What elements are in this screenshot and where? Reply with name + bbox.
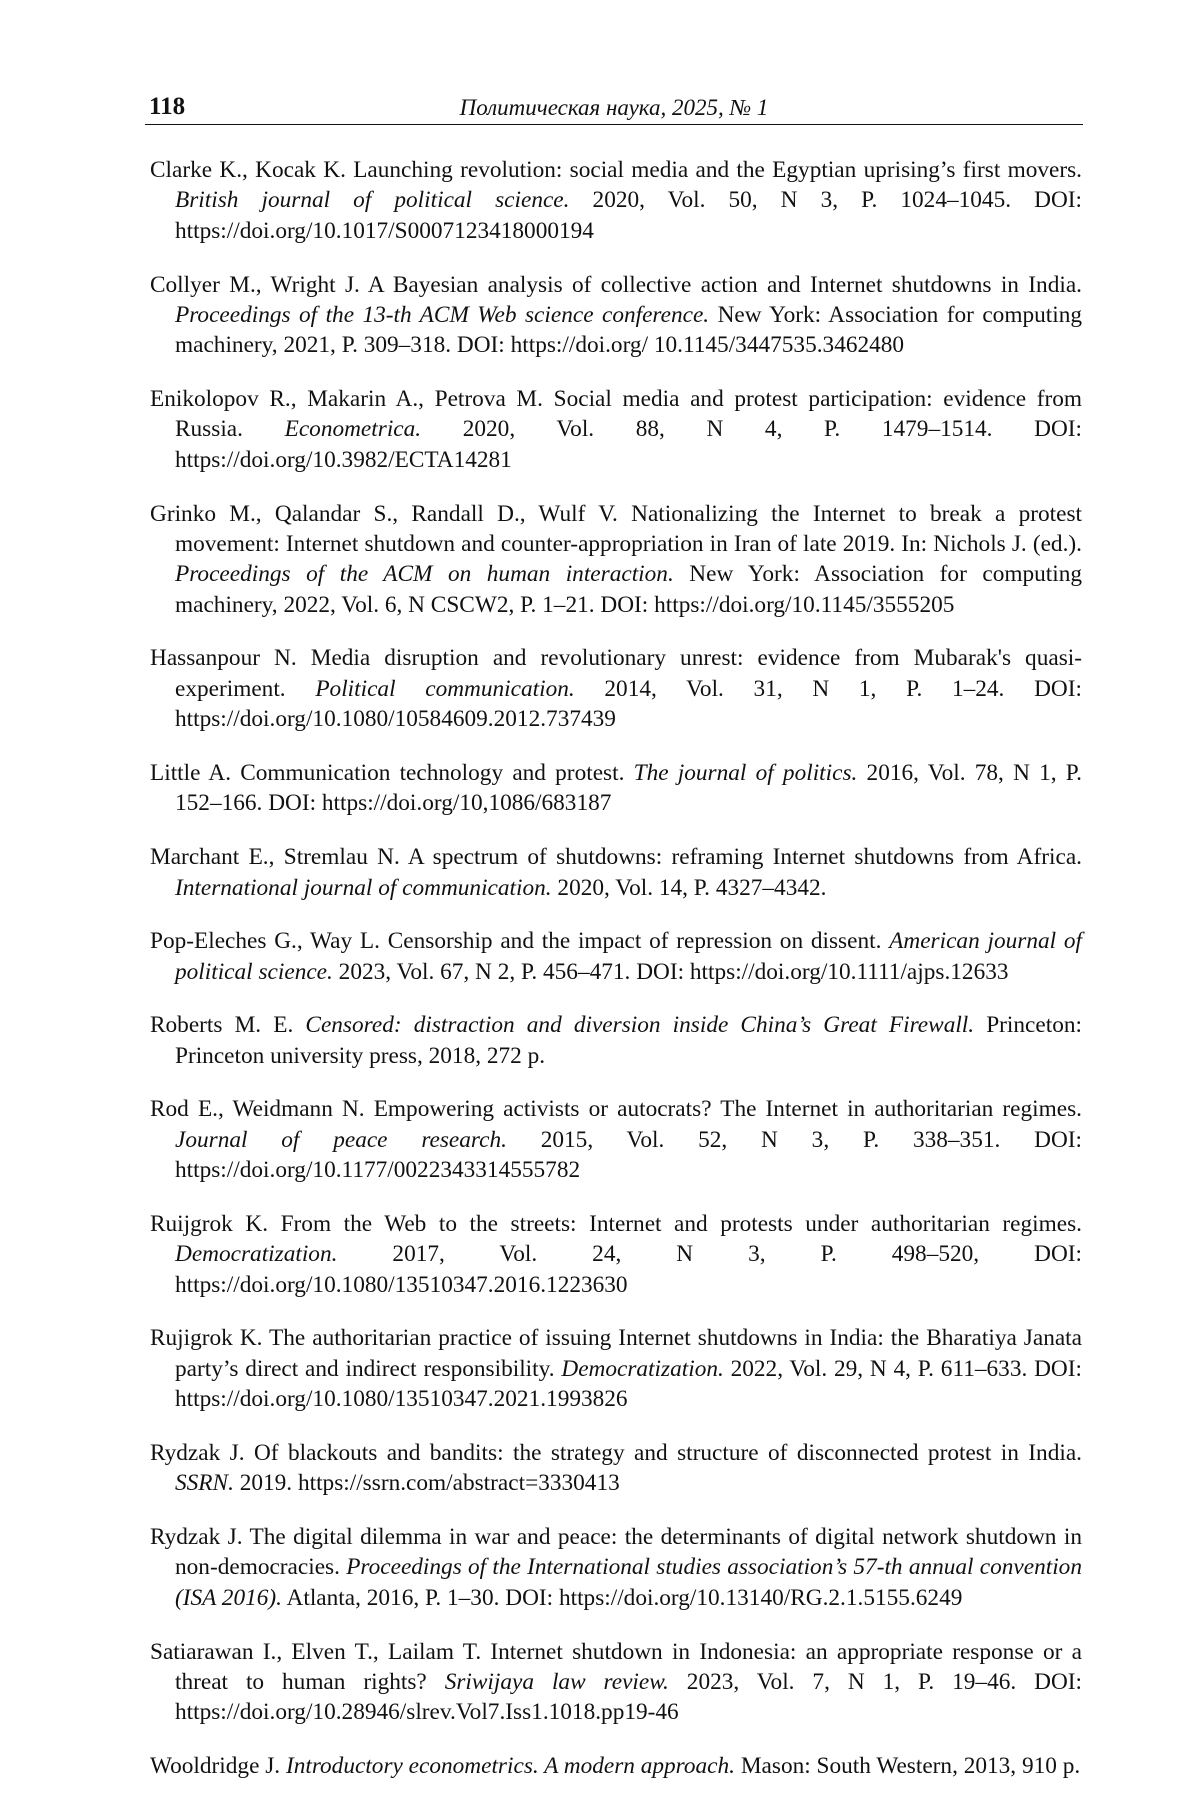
reference-list <box>145 155 1083 1782</box>
reference-source: Democratization. <box>175 1241 338 1268</box>
page <box>145 88 1083 1805</box>
reference-source: The journal of politics. <box>633 759 858 786</box>
reference-source: Democratization. <box>561 1355 724 1382</box>
reference-source: Introductory econometrics. A modern approach. <box>285 1753 735 1780</box>
reference-details: 2020, Vol. 14, P. 4327–4342. <box>551 874 827 901</box>
reference-details: Atlanta, 2016, P. 1–30. DOI: https://doi.org/10.13140/RG.2.1.5155.6249 <box>281 1584 963 1611</box>
reference-entry <box>150 1209 1082 1300</box>
reference-details: 2019. https://ssrn.com/abstract=3330413 <box>233 1470 620 1497</box>
reference-source: British journal of political science. <box>175 187 570 214</box>
reference-entry <box>150 1323 1082 1414</box>
reference-entry <box>150 155 1082 246</box>
reference-details: New York: Association for computing machinery, 2022, Vol. 6, N CSCW2, P. 1–21. DOI: https://doi.org/10.1145/3555205 <box>175 561 1082 618</box>
reference-entry <box>150 270 1082 361</box>
reference-details: 2020, Vol. 88, N 4, P. 1479–1514. DOI: https://doi.org/10.3982/ECTA14281 <box>175 416 1083 473</box>
reference-details: 2015, Vol. 52, N 3, P. 338–351. DOI: https://doi.org/10.1177/0022343314555782 <box>175 1126 1082 1184</box>
reference-text: Pop-Eleches G., Way L. Censorship and the impact of repression on dissent. <box>150 928 890 955</box>
reference-text: Roberts M. E. <box>150 1012 306 1039</box>
reference-text: Little A. Communication technology and protest. <box>150 759 634 786</box>
reference-entry <box>150 1522 1082 1613</box>
reference-details: 2016, Vol. 78, N 1, P. 152–166. DOI: https://doi.org/10,1086/683187 <box>175 759 1082 817</box>
reference-text: Rydzak J. The digital dilemma in war and peace: the determinants of digital network shutdown in non-democracies. <box>150 1524 1082 1581</box>
reference-text: Enikolopov R., Makarin A., Petrova M. Social media and protest participation: evidence from Russia. <box>150 386 1082 443</box>
reference-text: Ruijgrok K. From the Web to the streets: Internet and protests under authoritarian regimes. <box>150 1210 1082 1237</box>
reference-source: SSRN. <box>175 1470 234 1497</box>
reference-entry <box>150 384 1082 475</box>
reference-details: 2022, Vol. 29, N 4, P. 611–633. DOI: https://doi.org/10.1080/13510347.2021.1993826 <box>175 1355 1082 1413</box>
running-title: Политическая наука, 2025, № 1 <box>459 95 769 120</box>
reference-source: Sriwijaya law review. <box>444 1669 669 1695</box>
reference-source: International journal of communication. <box>175 874 552 901</box>
reference-text: Satiarawan I., Elven T., Lailam T. Internet shutdown in Indonesia: an appropriate response or a threat to human rights? <box>150 1638 1082 1695</box>
reference-source: American journal of political science. <box>175 928 1082 985</box>
reference-details: Princeton: Princeton university press, 2018, 272 p. <box>175 1012 1082 1069</box>
reference-text: Wooldridge J. <box>150 1753 286 1780</box>
reference-source: Econometrica. <box>284 416 422 443</box>
reference-text: Collyer M., Wright J. A Bayesian analysis of collective action and Internet shutdowns in India. <box>150 271 1082 298</box>
reference-details: 2023, Vol. 7, N 1, P. 19–46. DOI: https://doi.org/10.28946/slrev.Vol7.Iss1.1018.pp19-46 <box>175 1669 1083 1726</box>
reference-entry <box>150 499 1082 621</box>
reference-details: 2017, Vol. 24, N 3, P. 498–520, DOI: https://doi.org/10.1080/13510347.2016.1223630 <box>175 1241 1082 1298</box>
reference-source: Journal of peace research. <box>175 1126 507 1153</box>
reference-text: Rujigrok K. The authoritarian practice of issuing Internet shutdowns in India: the Bharatiya Janata party’s direct and indirect responsibility. <box>150 1325 1082 1382</box>
reference-details: New York: Association for computing machinery, 2021, P. 309–318. DOI: https://doi.org/ 10.1145/3447535.3462480 <box>175 301 1082 359</box>
reference-entry <box>150 1094 1082 1185</box>
reference-source: Proceedings of the 13-th ACM Web science conference. <box>175 301 710 328</box>
reference-text: Rydzak J. Of blackouts and bandits: the strategy and structure of disconnected protest in India. <box>150 1439 1082 1466</box>
reference-details: 2023, Vol. 67, N 2, P. 456–471. DOI: https://doi.org/10.1111/ajps.12633 <box>332 958 1009 985</box>
reference-details: 2014, Vol. 31, N 1, P. 1–24. DOI: https://doi.org/10.1080/10584609.2012.737439 <box>175 675 1082 733</box>
reference-text: Marchant E., Stremlau N. A spectrum of shutdowns: reframing Internet shutdowns from Africa. <box>150 844 1082 871</box>
reference-entry <box>150 1010 1082 1071</box>
reference-source: Proceedings of the International studies association’s 57-th annual convention (ISA 2016). <box>175 1554 1082 1611</box>
reference-text: Grinko M., Qalandar S., Randall D., Wulf V. Nationalizing the Internet to break a protest movement: Internet shutdown and counter-appropriation in Iran of late 2019. In: Nichols J. (ed.). <box>150 500 1082 557</box>
reference-entry <box>150 1637 1082 1728</box>
reference-entry <box>150 926 1082 987</box>
reference-entry <box>150 1751 1082 1781</box>
reference-details: Mason: South Western, 2013, 910 p. <box>735 1753 1081 1780</box>
page-number: 118 <box>149 93 186 120</box>
reference-entry <box>150 643 1082 734</box>
reference-entry <box>150 1438 1082 1499</box>
reference-source: Proceedings of the ACM on human interaction. <box>175 561 674 588</box>
page-header <box>145 88 1083 125</box>
reference-source: Censored: distraction and diversion inside China’s Great Firewall. <box>305 1012 975 1039</box>
reference-source: Political communication. <box>315 675 575 702</box>
reference-text: Hassanpour N. Media disruption and revolutionary unrest: evidence from Mubarak's quasi-experiment. <box>150 645 1082 702</box>
reference-details: 2020, Vol. 50, N 3, P. 1024–1045. DOI: https://doi.org/10.1017/S0007123418000194 <box>175 187 1082 244</box>
reference-text: Rod E., Weidmann N. Empowering activists or autocrats? The Internet in authoritarian regimes. <box>150 1096 1082 1123</box>
reference-entry <box>150 758 1082 819</box>
reference-entry <box>150 842 1082 903</box>
reference-text: Clarke K., Kocak K. Launching revolution: social media and the Egyptian uprising’s first movers. <box>150 157 1082 183</box>
